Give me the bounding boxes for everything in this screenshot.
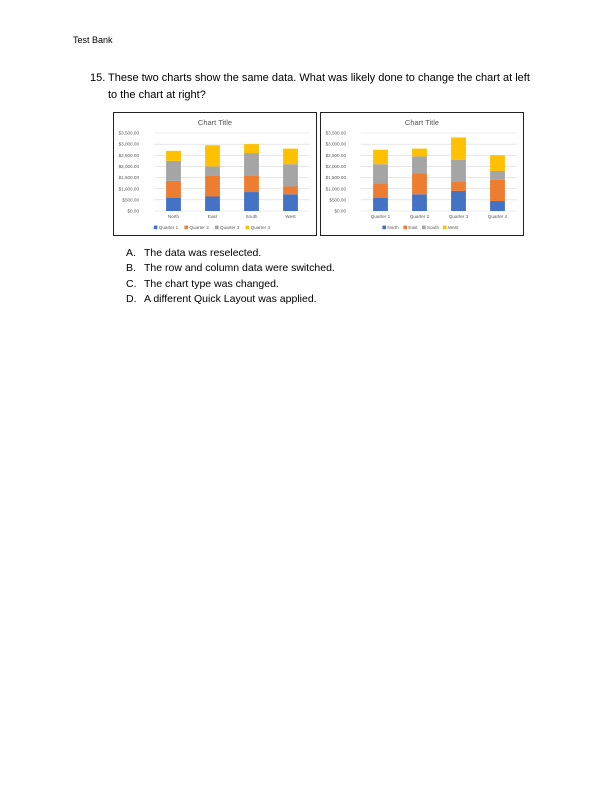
bar-segment bbox=[490, 201, 505, 211]
bar-segment bbox=[283, 149, 298, 165]
legend-swatch bbox=[382, 226, 386, 230]
answer-text: The chart type was changed. bbox=[144, 277, 279, 290]
bar-segment bbox=[373, 183, 388, 197]
bar-segment bbox=[244, 192, 259, 211]
y-tick-label: $3,500.00 bbox=[325, 130, 346, 136]
legend-swatch bbox=[422, 226, 426, 230]
bar-segment bbox=[451, 137, 466, 159]
bar-segment bbox=[451, 182, 466, 191]
bar-segment bbox=[373, 198, 388, 211]
x-tick-label: West bbox=[285, 214, 296, 219]
bar-segment bbox=[412, 156, 427, 173]
bar-segment bbox=[283, 186, 298, 194]
answer-list bbox=[126, 246, 335, 307]
page-header: Test Bank bbox=[73, 35, 113, 45]
y-tick-label: $3,000.00 bbox=[325, 141, 346, 147]
y-tick-label: $3,500.00 bbox=[118, 130, 139, 136]
legend-label: Quarter 1 bbox=[158, 225, 179, 230]
bar-segment bbox=[373, 164, 388, 183]
legend-label: East bbox=[408, 225, 418, 230]
answer-option-d[interactable] bbox=[126, 292, 335, 307]
answer-letter: C. bbox=[126, 277, 137, 290]
question bbox=[90, 70, 540, 104]
bar-segment bbox=[205, 197, 220, 211]
bar-segment bbox=[244, 144, 259, 153]
answer-text: The row and column data were switched. bbox=[144, 262, 335, 275]
legend-label: Quarter 3 bbox=[220, 225, 240, 230]
answer-option-c[interactable] bbox=[126, 277, 335, 292]
x-tick-label: Quarter 4 bbox=[487, 214, 508, 219]
x-tick-label: North bbox=[167, 214, 180, 219]
y-tick-label: $1,000.00 bbox=[325, 186, 346, 192]
chart-title: Chart Title bbox=[197, 118, 233, 127]
chart-right bbox=[320, 112, 524, 236]
y-tick-label: $1,500.00 bbox=[118, 175, 139, 181]
question-text: These two charts show the same data. What was likely done to change the chart at left to the chart at right? bbox=[108, 72, 530, 101]
chart-left-svg bbox=[114, 113, 316, 235]
answer-option-b[interactable] bbox=[126, 261, 335, 276]
legend-swatch bbox=[154, 226, 158, 230]
y-tick-label: $2,500.00 bbox=[118, 152, 139, 158]
y-tick-label: $2,000.00 bbox=[325, 164, 346, 170]
y-tick-label: $1,000.00 bbox=[118, 186, 139, 192]
legend-swatch bbox=[403, 226, 407, 230]
bar-segment bbox=[166, 161, 181, 181]
bar-segment bbox=[373, 150, 388, 164]
bar-segment bbox=[451, 191, 466, 211]
bar-segment bbox=[205, 166, 220, 175]
bar-segment bbox=[205, 175, 220, 196]
chart-right-svg bbox=[321, 113, 523, 235]
y-tick-label: $1,500.00 bbox=[325, 175, 346, 181]
legend-label: West bbox=[448, 225, 459, 230]
bar-segment bbox=[166, 181, 181, 198]
bar-segment bbox=[412, 149, 427, 157]
bar-segment bbox=[244, 175, 259, 192]
bar-segment bbox=[490, 155, 505, 171]
x-tick-label: Quarter 3 bbox=[448, 214, 469, 219]
bar-segment bbox=[166, 151, 181, 161]
y-tick-label: $0.00 bbox=[127, 208, 139, 214]
chart-title: Chart Title bbox=[404, 118, 440, 127]
legend-label: Quarter 4 bbox=[250, 225, 271, 230]
x-tick-label: Quarter 1 bbox=[370, 214, 391, 219]
answer-text: The data was reselected. bbox=[144, 247, 262, 259]
y-tick-label: $2,000.00 bbox=[118, 164, 139, 170]
bar-segment bbox=[490, 180, 505, 201]
bar-segment bbox=[205, 145, 220, 166]
answer-letter: D. bbox=[126, 292, 137, 305]
bar-segment bbox=[412, 173, 427, 194]
y-tick-label: $2,500.00 bbox=[325, 152, 346, 158]
answer-letter: A. bbox=[126, 247, 136, 259]
question-number: 15. bbox=[90, 72, 106, 84]
x-tick-label: South bbox=[245, 214, 258, 219]
y-tick-label: $500.00 bbox=[122, 197, 139, 203]
bar-segment bbox=[490, 171, 505, 180]
y-tick-label: $0.00 bbox=[334, 208, 346, 214]
legend-label: Quarter 2 bbox=[189, 225, 209, 230]
chart-left bbox=[113, 112, 317, 236]
legend-swatch bbox=[215, 226, 219, 230]
bar-segment bbox=[412, 194, 427, 211]
bar-segment bbox=[283, 194, 298, 211]
x-tick-label: Quarter 2 bbox=[409, 214, 430, 219]
answer-letter: B. bbox=[126, 262, 136, 275]
answer-option-a[interactable] bbox=[126, 246, 335, 261]
legend-label: South bbox=[427, 225, 440, 230]
bar-segment bbox=[244, 153, 259, 175]
bar-segment bbox=[166, 198, 181, 211]
y-tick-label: $500.00 bbox=[329, 197, 346, 203]
bar-segment bbox=[283, 164, 298, 186]
legend-swatch bbox=[184, 226, 188, 230]
answer-text: A different Quick Layout was applied. bbox=[144, 292, 317, 305]
bar-segment bbox=[451, 160, 466, 182]
legend-swatch bbox=[443, 226, 447, 230]
x-tick-label: East bbox=[207, 214, 218, 219]
legend-label: North bbox=[387, 225, 399, 230]
legend-swatch bbox=[246, 226, 250, 230]
y-tick-label: $3,000.00 bbox=[118, 141, 139, 147]
